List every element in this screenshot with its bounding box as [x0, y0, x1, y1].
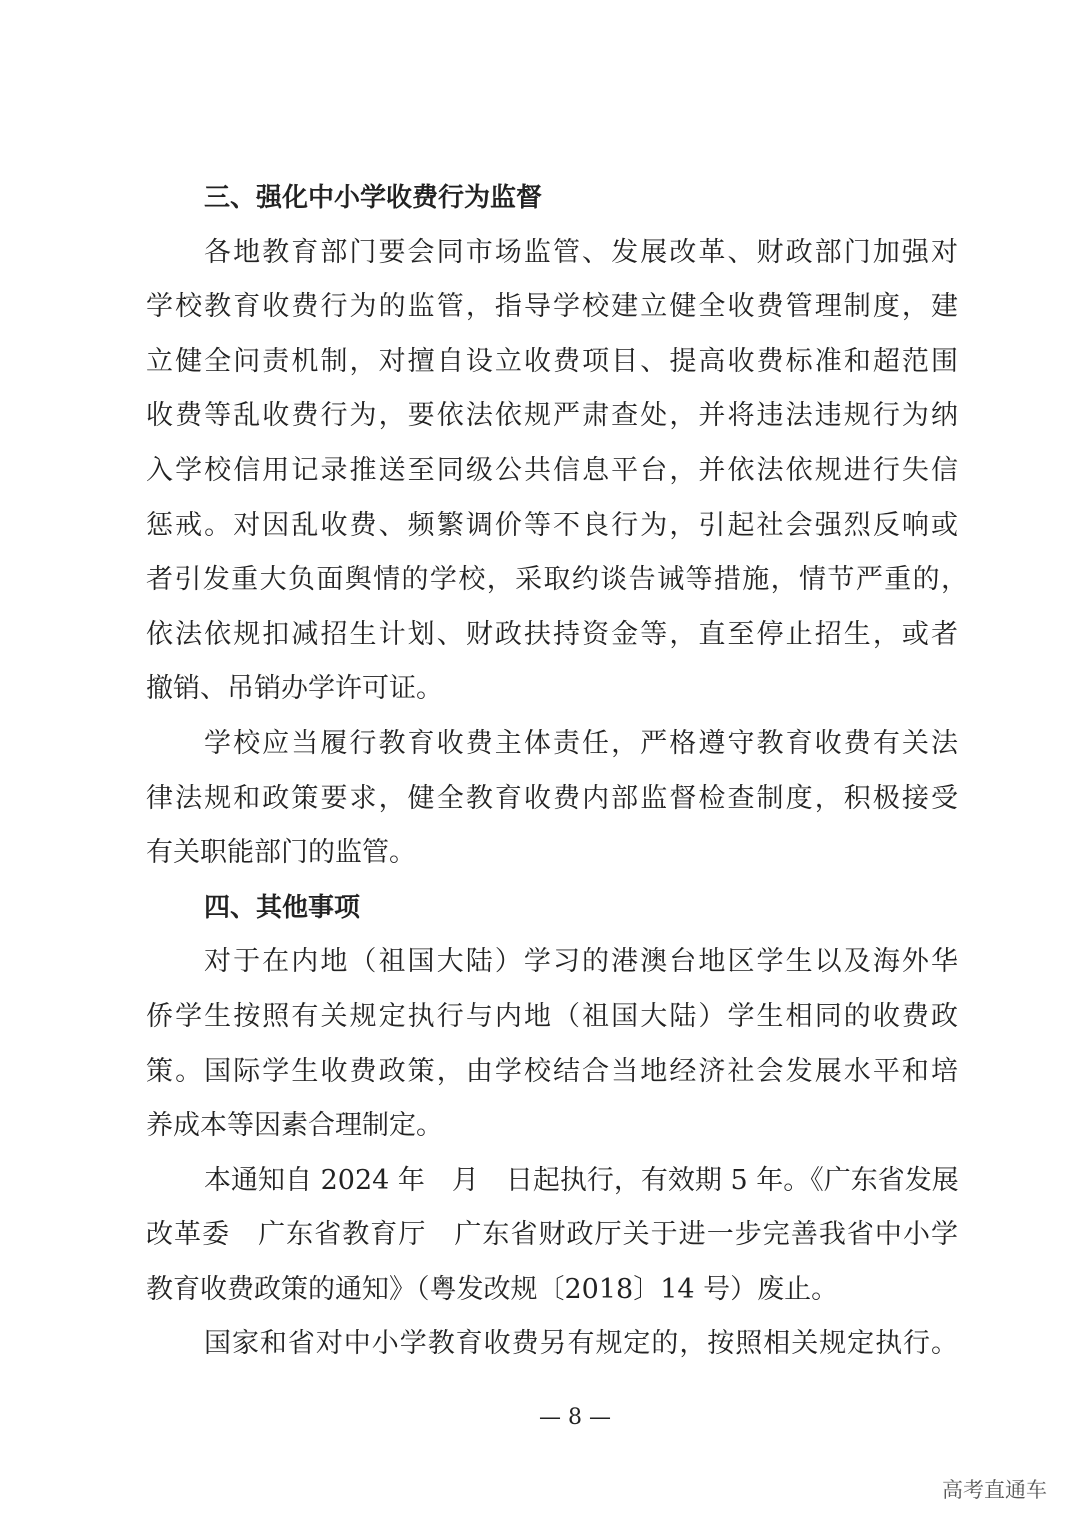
document-body — [146, 171, 968, 1372]
paragraph-line: 侨学生按照有关规定执行与内地（祖国大陆）学生相同的收费政 — [146, 1000, 958, 1032]
paragraph-line: 立健全问责机制，对擅自设立收费项目、提高收费标准和超范围 — [146, 345, 958, 377]
page-number: — 8 — — [539, 1405, 611, 1430]
paragraph-line: 有关职能部门的监管。 — [146, 837, 416, 869]
paragraph-line: 各地教育部门要会同市场监管、发展改革、财政部门加强对 — [204, 236, 958, 268]
watermark: 高考直通车 — [942, 1478, 1047, 1502]
section-heading-3: 三、强化中小学收费行为监督 — [204, 183, 543, 213]
paragraph-line: 策。国际学生收费政策，由学校结合当地经济社会发展水平和培 — [146, 1055, 958, 1087]
paragraph-line: 入学校信用记录推送至同级公共信息平台，并依法依规进行失信 — [146, 454, 958, 486]
paragraph-line: 教育收费政策的通知》（粤发改规〔2018〕14 号）废止。 — [146, 1273, 839, 1305]
paragraph-line: 撤销、吊销办学许可证。 — [146, 673, 443, 705]
paragraph-line: 国家和省对中小学教育收费另有规定的，按照相关规定执行。 — [204, 1328, 958, 1360]
paragraph-line: 学校教育收费行为的监管，指导学校建立健全收费管理制度，建 — [146, 291, 958, 323]
paragraph-line: 改革委 广东省教育厅 广东省财政厅关于进一步完善我省中小学 — [146, 1219, 958, 1251]
paragraph-line: 养成本等因素合理制定。 — [146, 1110, 443, 1142]
paragraph-line: 惩戒。对因乱收费、频繁调价等不良行为，引起社会强烈反响或 — [146, 509, 958, 541]
paragraph-line: 学校应当履行教育收费主体责任，严格遵守教育收费有关法 — [204, 727, 958, 759]
paragraph-line: 本通知自 2024 年 月 日起执行，有效期 5 年。《广东省发展 — [204, 1164, 959, 1196]
paragraph-line: 者引发重大负面舆情的学校，采取约谈告诫等措施，情节严重的， — [146, 564, 968, 596]
paragraph-line: 收费等乱收费行为，要依法依规严肃查处，并将违法违规行为纳 — [146, 400, 958, 432]
section-heading-4: 四、其他事项 — [204, 892, 361, 923]
paragraph-line: 对于在内地（祖国大陆）学习的港澳台地区学生以及海外华 — [204, 946, 958, 978]
paragraph-line: 依法依规扣减招生计划、财政扶持资金等，直至停止招生，或者 — [146, 618, 958, 650]
paragraph-line: 律法规和政策要求，健全教育收费内部监督检查制度，积极接受 — [146, 782, 958, 814]
